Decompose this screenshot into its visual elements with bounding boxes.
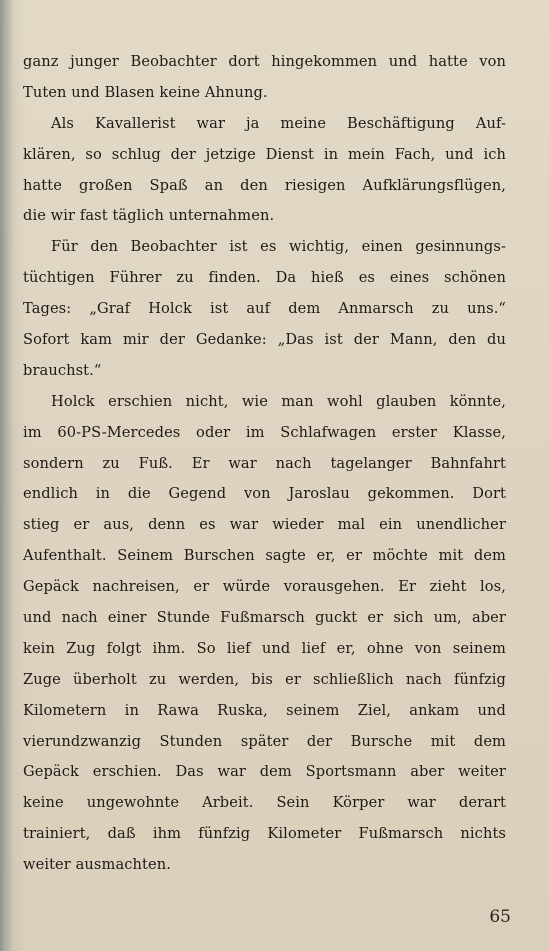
text-line: Gepäck erschien. Das war dem Sportsmann aber weiter	[23, 763, 506, 781]
text-line: Holck erschien nicht, wie man wohl glauben könnte,	[51, 392, 506, 410]
body-text	[23, 47, 506, 881]
text-line: tüchtigen Führer zu finden. Da hieß es eines schönen	[23, 269, 506, 287]
text-line: weiter ausmachten.	[23, 856, 171, 874]
text-line: brauchst.“	[23, 361, 102, 379]
text-line: und nach einer Stunde Fußmarsch guckt er sich um, aber	[23, 609, 506, 627]
text-line: endlich in die Gegend von Jaroslau gekommen. Dort	[23, 485, 506, 503]
text-line: trainiert, daß ihm fünfzig Kilometer Fußmarsch nichts	[23, 825, 506, 843]
text-line: im 60-PS-Mercedes oder im Schlafwagen erster Klasse,	[23, 423, 506, 441]
text-line: vierundzwanzig Stunden später der Bursche mit dem	[23, 732, 506, 750]
text-line: Tages: „Graf Holck ist auf dem Anmarsch zu uns.“	[23, 300, 506, 318]
text-line: Aufenthalt. Seinem Burschen sagte er, er möchte mit dem	[23, 547, 506, 565]
text-line: Zuge überholt zu werden, bis er schließlich nach fünfzig	[23, 670, 506, 688]
text-line: sondern zu Fuß. Er war nach tagelanger Bahnfahrt	[23, 454, 506, 472]
text-line: Gepäck nachreisen, er würde vorausgehen. Er zieht los,	[23, 578, 506, 596]
text-line: Für den Beobachter ist es wichtig, einen gesinnungs-	[51, 238, 506, 256]
text-line: Sofort kam mir der Gedanke: „Das ist der Mann, den du	[23, 331, 506, 349]
binding-shadow	[0, 0, 14, 951]
text-line: klären, so schlug der jetzige Dienst in mein Fach, und ich	[23, 145, 506, 163]
text-line: stieg er aus, denn es war wieder mal ein unendlicher	[23, 516, 506, 534]
text-line: Tuten und Blasen keine Ahnung.	[23, 83, 268, 101]
text-line: Kilometern in Rawa Ruska, seinem Ziel, ankam und	[23, 701, 506, 719]
text-line: ganz junger Beobachter dort hingekommen und hatte von	[23, 53, 506, 70]
text-line: Als Kavallerist war ja meine Beschäftigung Auf-	[51, 114, 506, 132]
text-line: die wir fast täglich unternahmen.	[23, 207, 275, 225]
text-line: keine ungewohnte Arbeit. Sein Körper war derart	[23, 794, 506, 812]
text-line: hatte großen Spaß an den riesigen Aufklärungsflügen,	[23, 176, 506, 194]
page-number: 65	[489, 907, 511, 927]
text-line: kein Zug folgt ihm. So lief und lief er, ohne von seinem	[23, 639, 506, 657]
